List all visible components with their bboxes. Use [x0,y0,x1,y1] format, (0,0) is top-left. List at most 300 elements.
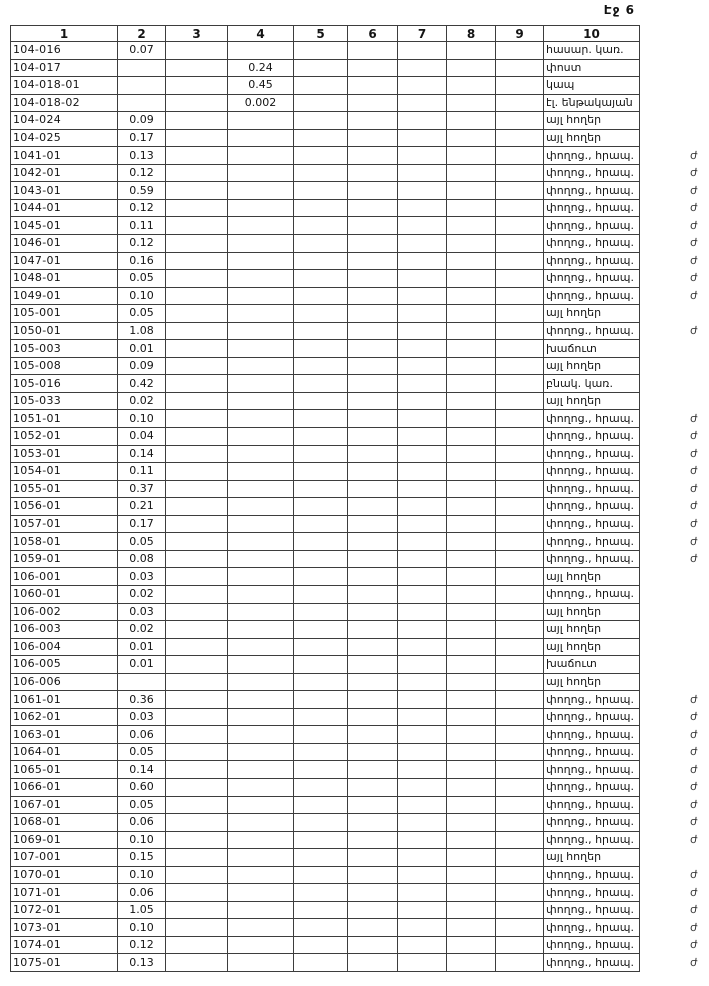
margin-mark [640,866,700,884]
cell-code: 1060-01 [11,585,118,603]
pencil-mark-icon: ժ [689,744,698,759]
cell-landuse: փողոց., հրապ. [544,761,640,779]
cell-col-8 [447,112,496,130]
cell-code: 105-016 [11,375,118,393]
cell-area-2: 0.60 [118,778,166,796]
margin-mark [640,726,700,744]
cell-col-9 [496,129,544,147]
pencil-mark-icon: ժ [689,920,698,934]
cell-col-9 [496,270,544,288]
cell-col-8 [447,410,496,428]
cell-col-6 [348,656,398,674]
cell-col-7 [398,428,447,446]
cell-col-8 [447,568,496,586]
cell-col-8 [447,147,496,165]
cell-code: 1065-01 [11,761,118,779]
cell-col-5 [294,936,348,954]
margin-mark [640,936,700,954]
cell-col-9 [496,866,544,884]
cell-col-6 [348,708,398,726]
cell-col-9 [496,691,544,709]
cell-col-3 [166,831,228,849]
pencil-mark-icon: ժ [689,937,698,952]
cell-code: 1073-01 [11,919,118,937]
cell-area-4 [228,164,294,182]
cell-col-6 [348,480,398,498]
cell-col-9 [496,480,544,498]
cell-area-2: 0.09 [118,112,166,130]
margin-mark [640,901,700,919]
cell-col-9 [496,463,544,481]
cell-col-3 [166,919,228,937]
table-row [11,533,700,551]
cell-col-8 [447,270,496,288]
cell-col-9 [496,305,544,323]
cell-col-3 [166,743,228,761]
table-row [11,585,700,603]
cell-area-4 [228,235,294,253]
cell-code: 104-018-01 [11,77,118,95]
cell-col-7 [398,831,447,849]
table-row [11,270,700,288]
cell-col-6 [348,691,398,709]
pencil-mark-icon: ժ [689,271,698,285]
cell-col-3 [166,884,228,902]
cell-col-6 [348,849,398,867]
cell-col-8 [447,621,496,639]
cell-col-9 [496,708,544,726]
cell-area-2: 0.02 [118,621,166,639]
cell-col-7 [398,375,447,393]
cell-area-2: 0.11 [118,217,166,235]
cell-col-6 [348,796,398,814]
cell-code: 106-003 [11,621,118,639]
cell-col-3 [166,550,228,568]
cell-col-8 [447,498,496,516]
cell-code: 1041-01 [11,147,118,165]
cell-area-4 [228,463,294,481]
cell-code: 105-008 [11,357,118,375]
cell-landuse: փողոց., հրապ. [544,199,640,217]
header-row [11,26,700,42]
cell-code: 1067-01 [11,796,118,814]
cell-col-5 [294,112,348,130]
cell-area-4 [228,445,294,463]
cell-area-4 [228,550,294,568]
cell-area-4 [228,112,294,130]
cell-landuse: փողոց., հրապ. [544,270,640,288]
pencil-mark-icon: ժ [689,779,698,794]
cell-col-5 [294,182,348,200]
cell-col-3 [166,621,228,639]
margin-mark [640,147,700,165]
cell-col-7 [398,884,447,902]
cell-col-6 [348,761,398,779]
pencil-mark-icon: ժ [689,323,698,338]
cell-col-7 [398,164,447,182]
cell-col-7 [398,77,447,95]
cell-area-2: 0.10 [118,410,166,428]
cell-area-2 [118,77,166,95]
cell-col-8 [447,445,496,463]
pencil-mark-icon: ժ [689,762,698,777]
table-row [11,147,700,165]
cell-col-9 [496,884,544,902]
cell-col-5 [294,901,348,919]
cell-area-4 [228,340,294,358]
cell-area-2: 1.08 [118,322,166,340]
cell-col-8 [447,673,496,691]
cell-col-6 [348,673,398,691]
cell-area-2: 0.11 [118,463,166,481]
cell-area-2: 0.06 [118,814,166,832]
cell-col-6 [348,199,398,217]
cell-area-2: 0.17 [118,515,166,533]
cell-col-7 [398,59,447,77]
cell-col-7 [398,691,447,709]
table-row [11,638,700,656]
margin-mark [640,585,700,603]
table-row [11,112,700,130]
cell-code: 1062-01 [11,708,118,726]
cell-col-6 [348,814,398,832]
cell-area-2: 0.37 [118,480,166,498]
table-row [11,884,700,902]
cell-area-4 [228,901,294,919]
cell-col-9 [496,849,544,867]
cell-col-6 [348,235,398,253]
cell-col-8 [447,428,496,446]
cell-area-2: 0.36 [118,691,166,709]
cell-area-4 [228,708,294,726]
cell-col-9 [496,936,544,954]
cell-area-4 [228,428,294,446]
margin-mark [640,708,700,726]
cell-col-3 [166,182,228,200]
column-header-2: 2 [118,26,166,42]
pencil-mark-icon: ժ [689,481,698,496]
cell-col-9 [496,603,544,621]
cell-col-5 [294,147,348,165]
cell-col-3 [166,761,228,779]
cell-code: 105-003 [11,340,118,358]
cell-col-3 [166,305,228,323]
cell-col-6 [348,112,398,130]
cell-area-4 [228,568,294,586]
cell-area-2: 0.05 [118,743,166,761]
cell-area-4 [228,796,294,814]
cell-col-6 [348,603,398,621]
cell-col-3 [166,235,228,253]
cell-code: 1054-01 [11,463,118,481]
cell-area-2: 0.13 [118,954,166,972]
cell-area-4 [228,498,294,516]
cell-col-7 [398,94,447,112]
table-row [11,217,700,235]
cell-col-5 [294,252,348,270]
margin-mark [640,235,700,253]
margin-mark [640,621,700,639]
cell-col-5 [294,287,348,305]
table-row [11,796,700,814]
cell-landuse: փողոց., հրապ. [544,322,640,340]
cell-col-9 [496,761,544,779]
cell-area-2: 0.02 [118,585,166,603]
cell-col-3 [166,392,228,410]
cell-area-4 [228,778,294,796]
cell-col-7 [398,340,447,358]
cell-code: 106-004 [11,638,118,656]
cell-area-4 [228,954,294,972]
cell-area-4 [228,287,294,305]
cell-col-9 [496,199,544,217]
cell-landuse: փողոց., հրապ. [544,182,640,200]
table-row [11,305,700,323]
pencil-mark-icon: ժ [689,464,698,478]
cell-col-9 [496,445,544,463]
cell-col-9 [496,94,544,112]
cell-code: 1061-01 [11,691,118,709]
table-container [10,25,700,972]
cell-col-3 [166,164,228,182]
cell-area-2: 0.16 [118,252,166,270]
cell-col-7 [398,252,447,270]
cell-col-6 [348,445,398,463]
margin-mark [640,340,700,358]
table-row [11,936,700,954]
cell-col-7 [398,936,447,954]
cell-area-2: 0.10 [118,866,166,884]
pencil-mark-icon: ժ [689,692,698,706]
cell-code: 104-017 [11,59,118,77]
cell-col-6 [348,831,398,849]
cell-code: 1075-01 [11,954,118,972]
cell-col-7 [398,849,447,867]
cell-col-6 [348,866,398,884]
pencil-mark-icon: ժ [689,183,698,197]
cell-col-9 [496,287,544,305]
cell-col-6 [348,936,398,954]
column-header-9: 9 [496,26,544,42]
cell-col-8 [447,603,496,621]
cell-area-4 [228,814,294,832]
cell-col-3 [166,691,228,709]
cell-col-3 [166,480,228,498]
cell-area-4 [228,638,294,656]
cell-col-3 [166,270,228,288]
cell-area-2: 0.06 [118,726,166,744]
cell-col-9 [496,252,544,270]
cell-col-9 [496,656,544,674]
cell-area-4: 0.002 [228,94,294,112]
cell-col-8 [447,305,496,323]
cell-col-8 [447,550,496,568]
cell-landuse: փողոց., հրապ. [544,585,640,603]
cell-col-3 [166,147,228,165]
pencil-mark-icon: ժ [689,446,698,461]
margin-mark [640,550,700,568]
cell-col-7 [398,270,447,288]
cell-col-9 [496,726,544,744]
cell-col-5 [294,428,348,446]
cell-col-7 [398,603,447,621]
cell-code: 106-002 [11,603,118,621]
cell-col-3 [166,585,228,603]
cell-col-3 [166,112,228,130]
margin-mark [640,849,700,867]
margin-mark [640,77,700,95]
margin-mark [640,94,700,112]
cell-col-8 [447,814,496,832]
cell-area-4 [228,480,294,498]
cell-col-5 [294,270,348,288]
margin-mark [640,59,700,77]
cell-area-4 [228,656,294,674]
cell-col-5 [294,884,348,902]
cell-col-7 [398,182,447,200]
cell-col-6 [348,392,398,410]
cell-col-7 [398,796,447,814]
cell-col-9 [496,533,544,551]
cell-col-3 [166,778,228,796]
table-row [11,656,700,674]
cell-code: 1071-01 [11,884,118,902]
cell-col-5 [294,129,348,147]
cell-code: 104-018-02 [11,94,118,112]
cell-col-8 [447,585,496,603]
cell-area-4 [228,726,294,744]
cell-code: 1069-01 [11,831,118,849]
cell-code: 1068-01 [11,814,118,832]
cell-col-8 [447,831,496,849]
cell-landuse: բնակ. կառ. [544,375,640,393]
cell-col-6 [348,270,398,288]
cell-landuse: փողոց., հրապ. [544,796,640,814]
margin-mark [640,656,700,674]
margin-mark [640,217,700,235]
cell-col-7 [398,42,447,60]
cell-area-4 [228,761,294,779]
cell-col-9 [496,112,544,130]
table-row [11,463,700,481]
cell-area-2: 0.10 [118,919,166,937]
margin-mark [640,691,700,709]
column-header-3: 3 [166,26,228,42]
table-row [11,182,700,200]
cell-col-6 [348,778,398,796]
cell-landuse: փողոց., հրապ. [544,708,640,726]
cell-col-5 [294,778,348,796]
cell-col-5 [294,603,348,621]
cell-col-5 [294,849,348,867]
cell-code: 106-006 [11,673,118,691]
cell-landuse: փողոց., հրապ. [544,428,640,446]
cell-area-4 [228,322,294,340]
cell-col-6 [348,901,398,919]
cell-col-7 [398,638,447,656]
pencil-mark-icon: ժ [689,832,698,847]
cell-col-9 [496,568,544,586]
cell-col-9 [496,322,544,340]
cell-landuse: այլ հողեր [544,603,640,621]
cell-code: 1052-01 [11,428,118,446]
cell-area-2: 0.10 [118,831,166,849]
cell-area-2: 0.02 [118,392,166,410]
cell-col-7 [398,235,447,253]
cell-col-6 [348,568,398,586]
cell-area-2: 0.07 [118,42,166,60]
cell-col-8 [447,217,496,235]
pencil-mark-icon: ժ [689,885,698,899]
cell-col-9 [496,585,544,603]
cell-col-9 [496,164,544,182]
cell-col-6 [348,77,398,95]
cell-col-6 [348,428,398,446]
cell-landuse: փողոց., հրապ. [544,445,640,463]
cell-col-8 [447,129,496,147]
cell-area-2: 0.01 [118,638,166,656]
cell-landuse: փողոց., հրապ. [544,498,640,516]
cell-code: 1074-01 [11,936,118,954]
cell-col-7 [398,901,447,919]
cell-col-5 [294,954,348,972]
cell-col-7 [398,656,447,674]
cell-code: 1050-01 [11,322,118,340]
table-row [11,445,700,463]
cell-area-2: 0.21 [118,498,166,516]
cell-area-4 [228,831,294,849]
cell-landuse: այլ հողեր [544,112,640,130]
margin-mark [640,568,700,586]
cell-code: 1072-01 [11,901,118,919]
cell-col-3 [166,340,228,358]
cell-col-5 [294,515,348,533]
cell-col-9 [496,42,544,60]
pencil-mark-icon: ժ [689,218,698,233]
cell-col-3 [166,638,228,656]
cell-col-9 [496,498,544,516]
cell-code: 1042-01 [11,164,118,182]
column-header-8: 8 [447,26,496,42]
cell-landuse: փողոց., հրապ. [544,726,640,744]
cell-area-2: 0.14 [118,445,166,463]
cell-code: 1047-01 [11,252,118,270]
margin-mark [640,375,700,393]
cell-col-7 [398,445,447,463]
cell-landuse: այլ հողեր [544,849,640,867]
cell-col-5 [294,357,348,375]
cell-col-9 [496,515,544,533]
cell-col-9 [496,392,544,410]
cell-area-2: 0.04 [118,428,166,446]
cell-col-5 [294,743,348,761]
cell-col-9 [496,919,544,937]
cell-col-6 [348,182,398,200]
column-header-1: 1 [11,26,118,42]
cell-col-3 [166,94,228,112]
cell-area-4 [228,375,294,393]
cell-col-8 [447,884,496,902]
cell-col-7 [398,129,447,147]
margin-mark [640,463,700,481]
cell-col-7 [398,708,447,726]
cell-area-4 [228,42,294,60]
cell-col-5 [294,392,348,410]
cell-landuse: էլ. ենթակայան [544,94,640,112]
cell-col-9 [496,340,544,358]
pencil-mark-icon: ժ [689,499,698,513]
cell-col-8 [447,638,496,656]
